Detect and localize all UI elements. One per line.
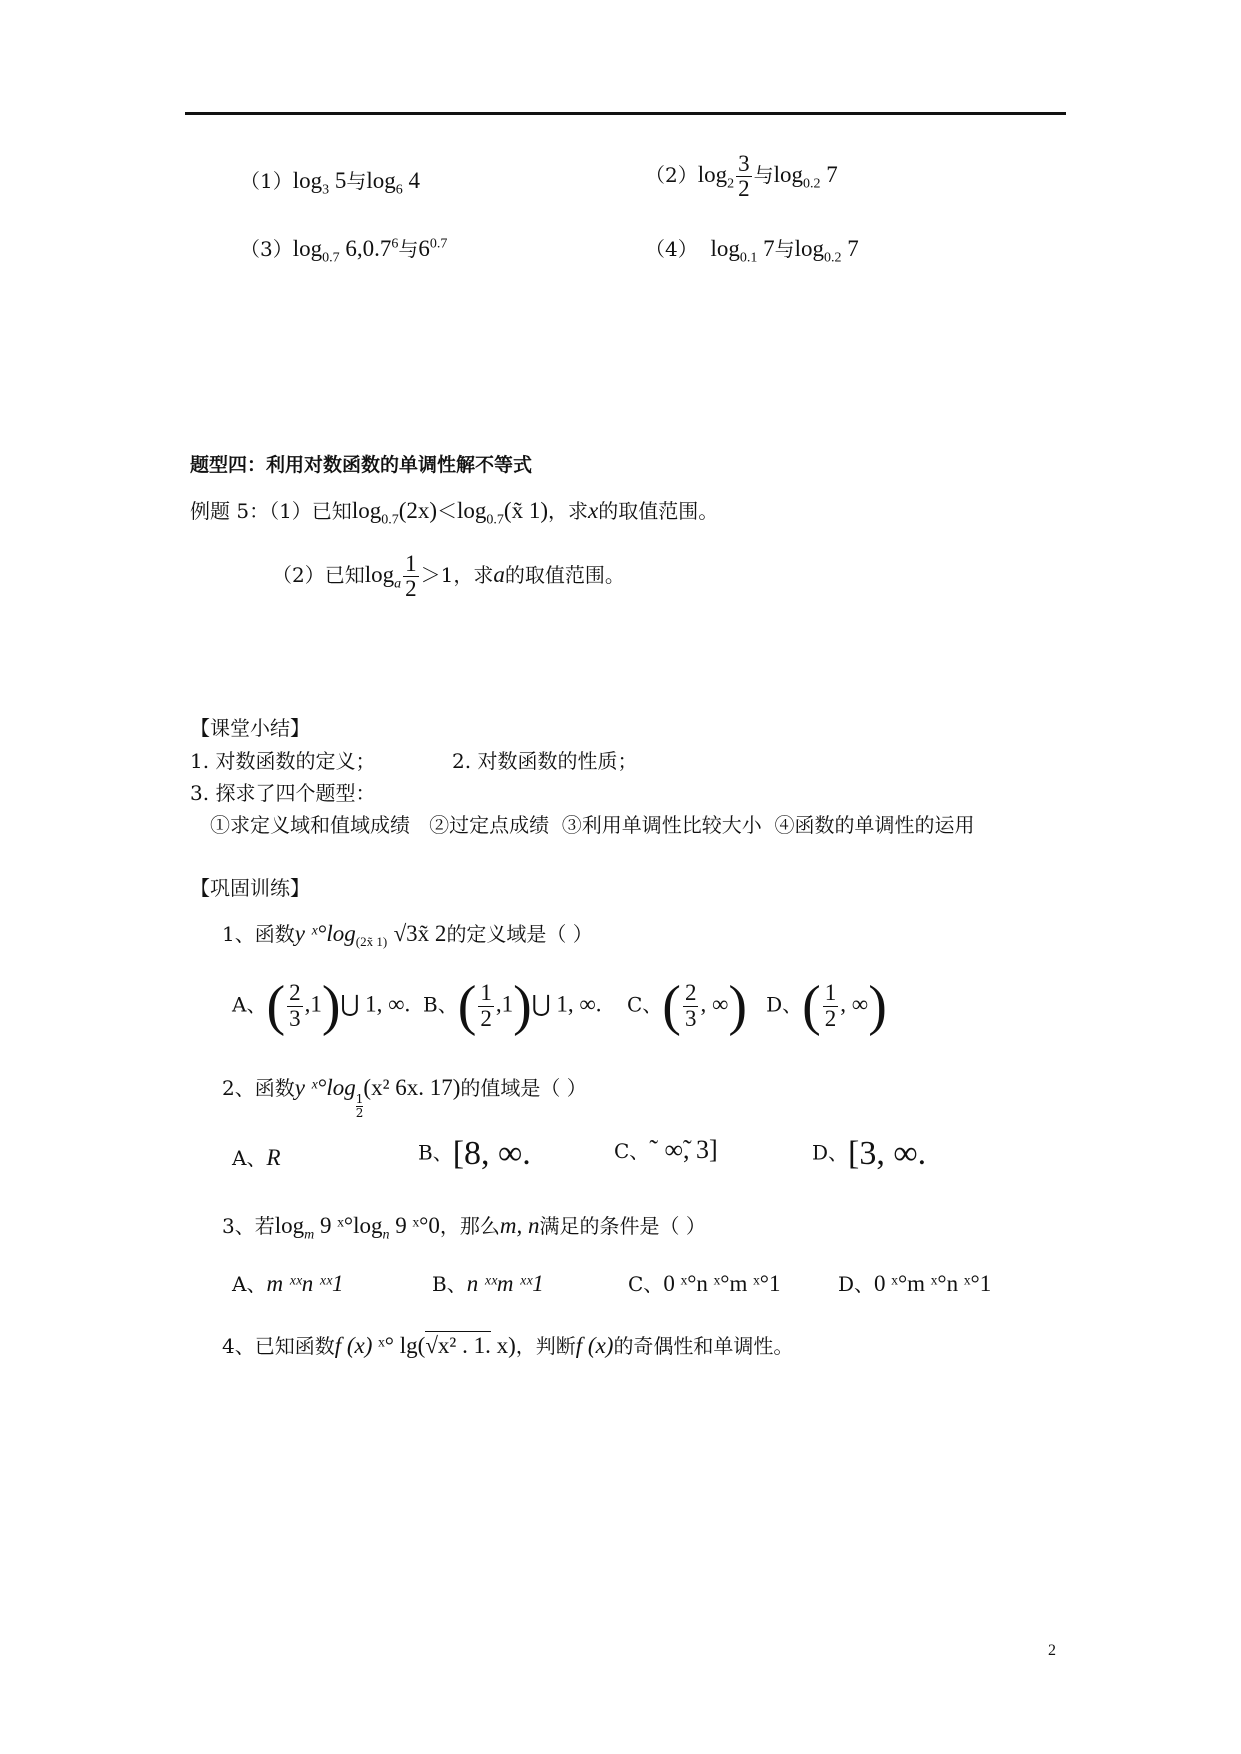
compare-item-1: $(1)\log_3$ 5与$\log_6 4$ [240,168,421,198]
compare-item-4: （4） $\log_{0.1} 7$与$\log_{0.2} 7$ [645,236,859,266]
practice-title: 【巩固训练】 [190,876,310,900]
practice-q4: 4、已知函数f (x) ˣ° lg(√x² . 1. x)，判断f (x)的奇偶性和单调性。 [222,1333,794,1358]
section4-heading: 题型四：利用对数函数的单调性解不等式 [190,454,533,476]
compare-item-2: $(2)\log_2$ $\frac{3}{2}$ 与$\log_{0.2} 7$ [645,151,838,202]
example5-part2: （2）已知$\log_a$ $\frac{1}{2}$ ＞1，求a的取值范围。 [272,551,625,602]
practice-q2-option-d: D、[3, ∞. [812,1135,927,1172]
log-base-half: $\frac{1}{2}$ [355,1092,364,1120]
practice-q3-option-d: D、0 ˣ°m ˣ°n ˣ°1 [838,1271,992,1296]
fraction-3-2: $\frac{3}{2}$ [738,151,750,202]
fraction-1-2: $\frac{1}{2}$ [405,551,417,602]
practice-q3-option-b: B、n ˣˣm ˣˣ1 [432,1271,544,1296]
practice-q3-option-a: A、m ˣˣn ˣˣ1 [232,1271,344,1296]
compare-item-3: $(3)\log_{0.7}$ 6,0.7$^6$与$6^{0.7}$ [240,236,448,266]
practice-q2-option-b: B、[8, ∞. [418,1135,531,1172]
practice-q3-option-c: C、0 ˣ°n ˣ°m ˣ°1 [628,1271,781,1296]
practice-q3: 3、若$\log_m 9$ $ˣ^\circ\log_n$ 9 ˣ°0，那么m, n满足的条件是（ ） [222,1213,706,1243]
practice-q2-option-c: C、˜ ∞̃, 3] [614,1135,718,1164]
summary-title: 【课堂小结】 [190,716,310,740]
practice-q2-options: A、R [232,1145,281,1170]
example5-part1: 例题 5：（1）已知$\log_{0.7}(2x)<\log_{0.7}(x̃$ 1)，求x的取值范围。 [190,498,719,528]
practice-q2: 2、函数y ˣ°log $\frac{1}{2}$ (x² 6x. 17)的值域是（ ） [222,1075,587,1120]
page-number: 2 [1048,1642,1056,1659]
summary-item-1: 1. 对数函数的定义； [190,749,376,773]
practice-q1: 1、函数y $ˣ^\circ\log_{(2x̃ 1)}$ √3x̃ 2的定义域是（ ） [222,921,593,949]
summary-types: ①求定义域和值域成绩 ②过定点成绩 ③利用单调性比较大小 ④函数的单调性的运用 [210,813,975,837]
header-rule [185,112,1066,115]
practice-q1-options: A、( $\frac{2}{3}$ ,1)⋃ 1, ∞. B、( $\frac{1}{2}$ ,1)⋃ 1, ∞. C、( $\frac{2}{3}$ , ∞) D、( $\frac{1}{2}$ , ∞) [232,975,887,1037]
summary-item-2: 2. 对数函数的性质； [452,749,638,773]
summary-item-3: 3. 探求了四个题型： [190,781,376,805]
